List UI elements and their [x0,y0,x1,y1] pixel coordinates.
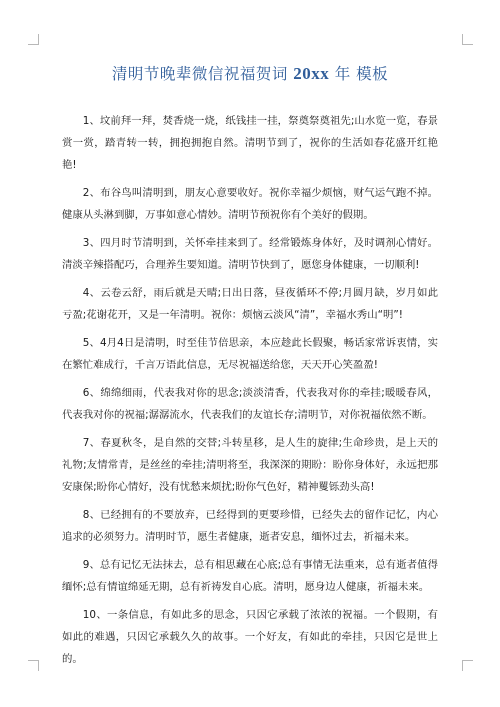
title-prefix: 清明节晚辈微信祝福贺词 [111,65,288,83]
crop-mark-top-right [462,34,473,45]
paragraph-6: 6、绵绵细雨，代表我对你的思念;淡淡清香，代表我对你的牵挂;暖暖春风，代表我对你的祝福;潺潺流水，代表我们的友谊长存;清明节，对你祝福依然不断。 [62,387,438,421]
paragraph-10: 10、一条信息，有如此多的思念，只因它承载了浓浓的祝福。一个假期，有如此的难遇，只因它承载久久的故事。一个好友，有如此的牵挂，只因它是世上的。 [62,609,438,665]
paragraph-4: 4、云卷云舒，雨后就是天晴;日出日落，昼夜循环不停;月圆月缺，岁月如此亏盈;花谢花开，又是一年清明。祝你：烦恼云淡风“清”，幸福水秀山“明”! [62,287,438,321]
paragraph-7: 7、春夏秋冬，是自然的交替;斗转星移，是人生的旋律;生命珍贵，是上天的礼物;友情常青，是丝丝的牵挂;清明将至，我深深的期盼：盼你身体好，永远把那安康保;盼你心情好，没有忧愁来烦扰;盼你气色好，精神矍铄劲头高! [62,437,438,493]
paragraph-1: 1、坟前拜一拜，焚香烧一烧，纸钱挂一挂，祭奠祭奠祖先;山水览一览，春景赏一赏，踏青转一转，拥抱拥抱自然。清明节到了，祝你的生活如春花盛开红艳艳! [62,115,438,171]
paragraph-8: 8、已经拥有的不要放弃，已经得到的更要珍惜，已经失去的留作记忆，内心追求的必须努力。清明时节，愿生者健康，逝者安息，缅怀过去，祈福未来。 [62,509,438,543]
crop-mark-bottom-left [28,660,39,671]
title-suffix: 年 模板 [334,65,389,83]
paragraph-2: 2、布谷鸟叫清明到，朋友心意要收好。祝你幸福少烦恼，财气运气跑不掉。健康从头淋到脚，万事如意心情妙。清明节预祝你有个美好的假期。 [62,187,438,221]
paragraph-5: 5、4月4日是清明，时至佳节倍思亲，本应趁此长假聚，畅话家常诉衷情，实在繁忙难成行，千言万语此信息，无尽祝福送给您，天天开心笑盈盈! [62,337,438,371]
paragraph-3: 3、四月时节清明到，关怀牵挂来到了。经常锻炼身体好，及时调剂心情好。清淡辛辣搭配巧，合理养生要知道。清明节快到了，愿您身体健康，一切顺利! [62,237,438,271]
document-body [62,110,438,676]
document-title [40,62,460,84]
title-year: 20xx [293,64,330,83]
crop-mark-bottom-right [462,660,473,671]
crop-mark-top-left [28,34,39,45]
paragraph-9: 9、总有记忆无法抹去，总有相思藏在心底;总有事情无法重来，总有逝者值得缅怀;总有情谊绵延无期，总有祈祷发自心底。清明，愿身边人健康，祈福未来。 [62,559,438,593]
